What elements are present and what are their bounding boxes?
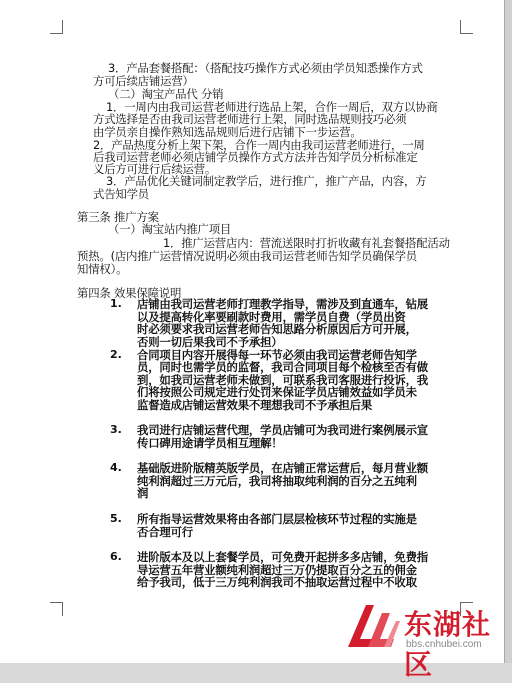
list-item-line: 纯利润超过三万元后，我司将抽取纯利润的百分之五纯利	[137, 474, 417, 488]
watermark-logo	[344, 601, 504, 681]
section3-subheading: （一）淘宝站内推广项目	[108, 222, 232, 236]
list-item-line: 润	[137, 486, 149, 500]
list-item-line: 合同项目内容开展得每一环节必须由我司运营老师告知学	[137, 348, 417, 362]
item3-line1: 3．产品套餐搭配：（搭配技巧操作方式必须由学员知悉操作方式	[108, 61, 423, 75]
list-item-line: 我司进行店铺运营代理，学员店铺可为我司进行案例展示宣	[137, 423, 428, 437]
p2-line3: 义后方可进行后续运营。	[93, 162, 217, 176]
list-item-number: 3.	[110, 423, 122, 436]
crop-mark-top-right	[460, 20, 461, 34]
list-item-line: 导运营五年营业额纯利润超过三万仍提取百分之五的佣金	[137, 563, 417, 577]
list-item-line: 时必须要求我司运营老师告知思路分析原因后方可开展，	[137, 322, 417, 336]
crop-mark-top-left	[62, 20, 63, 34]
list-item-number: 5.	[110, 512, 122, 525]
crop-mark-bottom-left-h	[50, 602, 63, 603]
list-item-number: 6.	[110, 550, 122, 563]
list-item-number: 2.	[110, 348, 122, 361]
list-item-number: 4.	[110, 461, 122, 474]
donghu-logo-icon	[344, 601, 402, 651]
list-item-line: 们将按照公司规定进行处罚来保证学员店铺效益如学员未	[137, 385, 417, 399]
section4-heading: 第四条 效果保障说明	[77, 286, 182, 300]
watermark-title: 东湖社区	[404, 608, 492, 681]
crop-mark-top-right-h	[460, 33, 473, 34]
list-item-line: 进阶版本及以上套餐学员，可免费开起拼多多店铺，免费指	[137, 550, 428, 564]
section3-heading: 第三条 推广方案	[77, 210, 159, 224]
list-item-line: 监督造成店铺运营效果不理想我司不予承担后果	[137, 398, 373, 412]
subheading-taobao-distribution: （二）淘宝产品代 分销	[108, 87, 224, 101]
list-item-number: 1.	[110, 297, 122, 310]
crop-mark-top-left-h	[50, 33, 63, 34]
list-item-line: 店铺由我司运营老师打理教学指导，需涉及到直通车，钻展	[137, 297, 428, 311]
list-item-line: 员，同时也需学员的监督，我司合同项目每个检核至否有做	[137, 360, 428, 374]
section3-p1-line3: 知情权）。	[77, 262, 128, 276]
p1-line3: 由学员亲自操作熟知选品规则后进行店铺下一步运营。	[93, 125, 362, 139]
p2-line1: 2．产品热度分析上架下架，合作一周内由我司运营老师进行，一周	[93, 138, 425, 152]
section3-p1-line1: 1．推广运营店内：营流送限时打折收藏有礼套餐搭配活动	[163, 236, 450, 250]
p1-line1: 1．一周内由我司运营老师进行选品上架，合作一周后，双方以协商	[106, 100, 438, 114]
p2-line2: 后我司运营老师必须店铺学员操作方式方法并告知学员分析标准定	[93, 150, 418, 164]
item3-line2: 方可后续店铺运营）	[93, 74, 194, 88]
section3-p1-line2: 预热。(店内推广运营情况说明必须由我司运营老师告知学员确保学员	[77, 249, 417, 263]
list-item-line: 否合理可行	[137, 525, 193, 539]
list-item-line: 所有指导运营效果将由各部门层层检核环节过程的实施是	[137, 512, 417, 526]
list-item-line: 到，如我司运营老师未做到，可联系我司客服进行投诉，我	[137, 373, 428, 387]
p1-line2: 方式选择是否由我司运营老师进行上架，同时选品规则技巧必须	[93, 112, 407, 126]
p3-line1: 3．产品优化关键词制定教学后，进行推广，推广产品，内容，方	[106, 174, 427, 188]
list-item-line: 基础版进阶版精英版学员，在店铺正常运营后，每月营业额	[137, 461, 428, 475]
scroll-gutter	[505, 0, 512, 663]
watermark-url: bbs.cnhubei.com	[406, 639, 482, 650]
crop-mark-bottom-left	[62, 602, 63, 616]
list-item-line: 以及提高转化率要刷款时费用，需学员自费（学员出资	[137, 310, 406, 324]
list-item-line: 传口碑用途请学员相互理解！	[137, 436, 283, 450]
p3-line2: 式告知学员	[93, 187, 149, 201]
list-item-line: 否则一切后果我司不予承担）	[137, 335, 283, 349]
list-item-line: 给予我司，低于三万纯利润我司不抽取运营过程中不收取	[137, 575, 417, 589]
